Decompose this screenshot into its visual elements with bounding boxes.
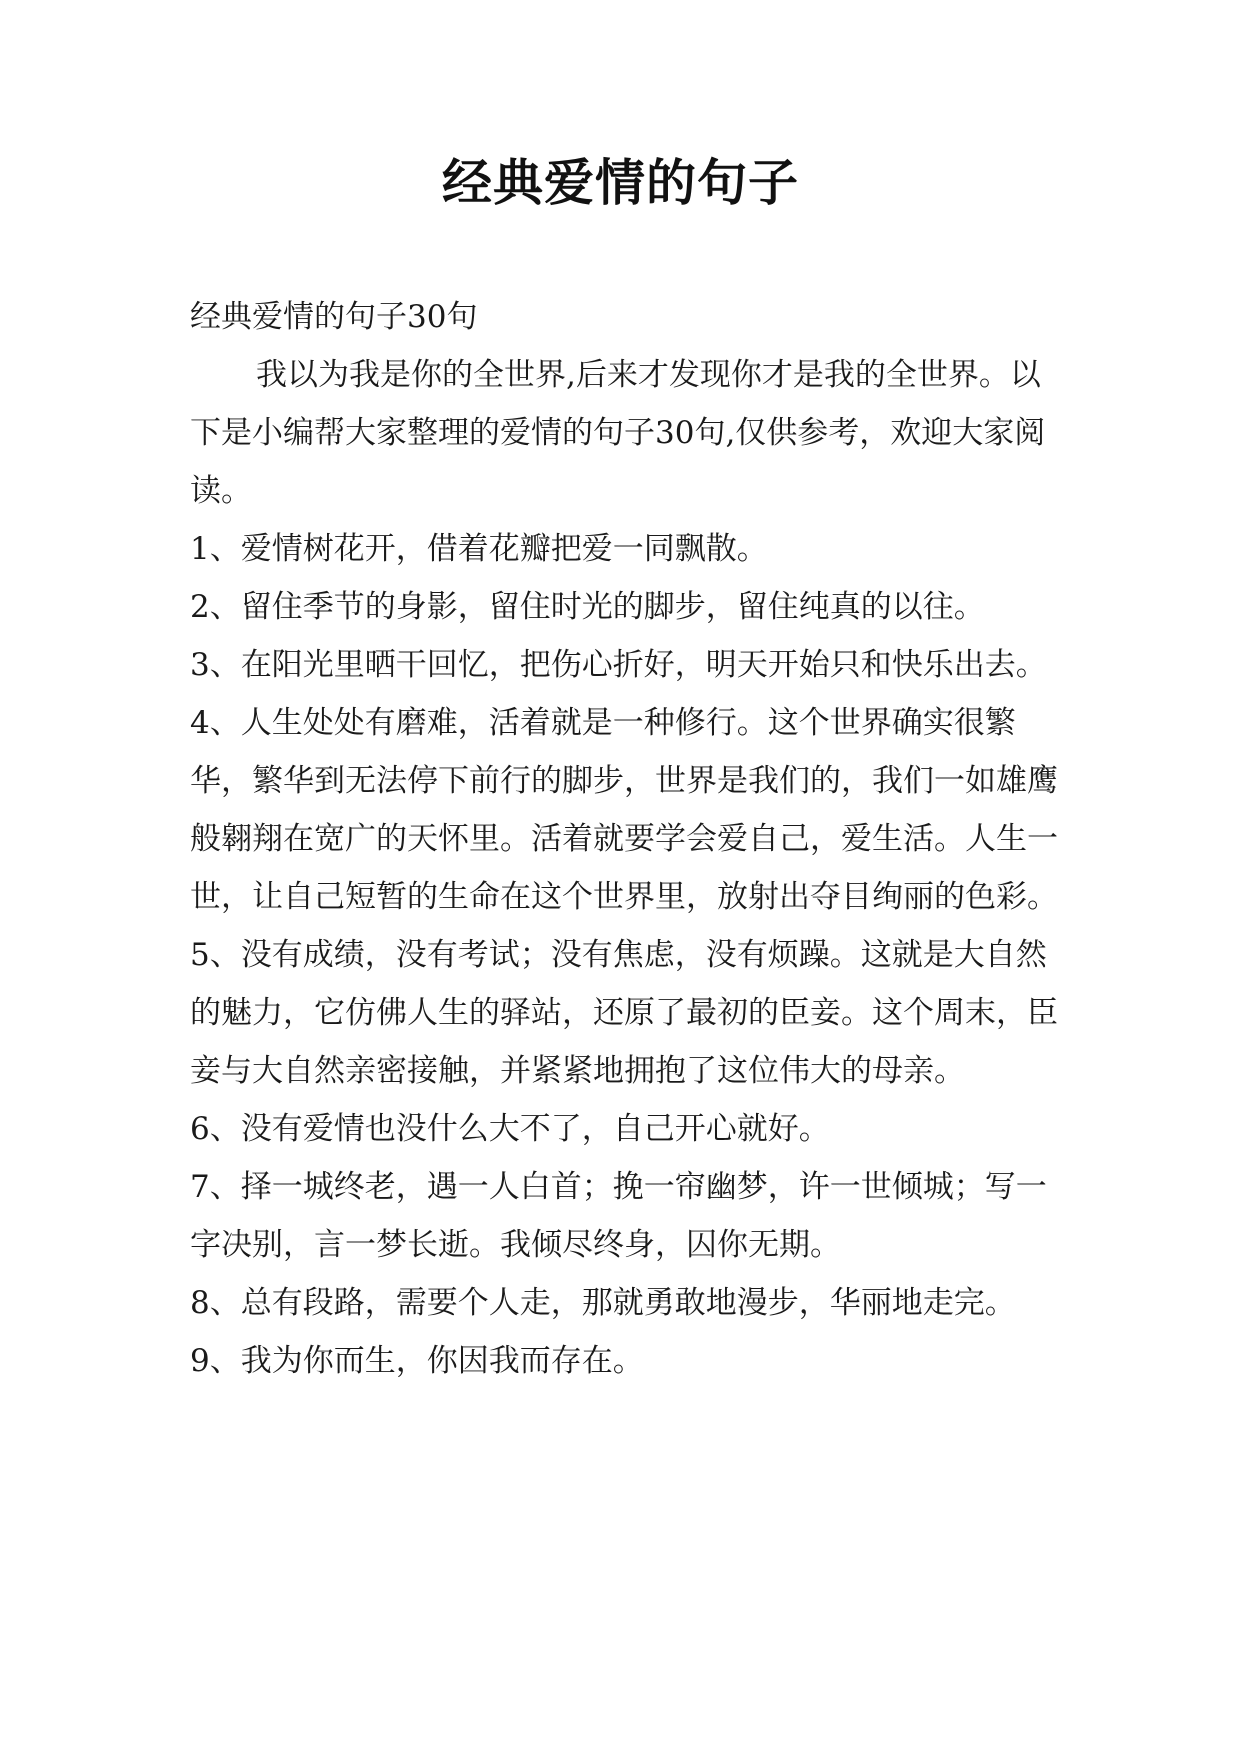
list-item: 7、择一城终老，遇一人白首；挽一帘幽梦，许一世倾城；写一字决别，言一梦长逝。我倾尽终身，囚你无期。 bbox=[190, 1169, 1047, 1263]
list-item: 1、爱情树花开，借着花瓣把爱一同飘散。 bbox=[190, 531, 768, 567]
document-title: 经典爱情的句子 bbox=[442, 154, 799, 212]
document-body bbox=[190, 288, 1070, 1390]
list-item: 8、总有段路，需要个人走，那就勇敢地漫步，华丽地走完。 bbox=[190, 1285, 1016, 1321]
list-item: 3、在阳光里晒干回忆，把伤心折好，明天开始只和快乐出去。 bbox=[190, 647, 1047, 683]
subtitle: 经典爱情的句子30句 bbox=[190, 299, 478, 335]
list-item: 5、没有成绩，没有考试；没有焦虑，没有烦躁。这就是大自然的魅力，它仿佛人生的驿站，还原了最初的臣妾。这个周末，臣妾与大自然亲密接触，并紧紧地拥抱了这位伟大的母亲。 bbox=[190, 937, 1058, 1089]
list-item: 6、没有爱情也没什么大不了，自己开心就好。 bbox=[190, 1111, 830, 1147]
list-item: 9、我为你而生，你因我而存在。 bbox=[190, 1343, 644, 1379]
list-item: 4、人生处处有磨难，活着就是一种修行。这个世界确实很繁华，繁华到无法停下前行的脚步，世界是我们的，我们一如雄鹰般翱翔在宽广的天怀里。活着就要学会爱自己，爱生活。人生一世，让自己短暂的生命在这个世界里，放射出夺目绚丽的色彩。 bbox=[190, 705, 1058, 915]
intro-paragraph: 我以为我是你的全世界,后来才发现你才是我的全世界。以下是小编帮大家整理的爱情的句子30句,仅供参考，欢迎大家阅读。 bbox=[190, 357, 1046, 509]
list-item: 2、留住季节的身影，留住时光的脚步，留住纯真的以往。 bbox=[190, 589, 985, 625]
